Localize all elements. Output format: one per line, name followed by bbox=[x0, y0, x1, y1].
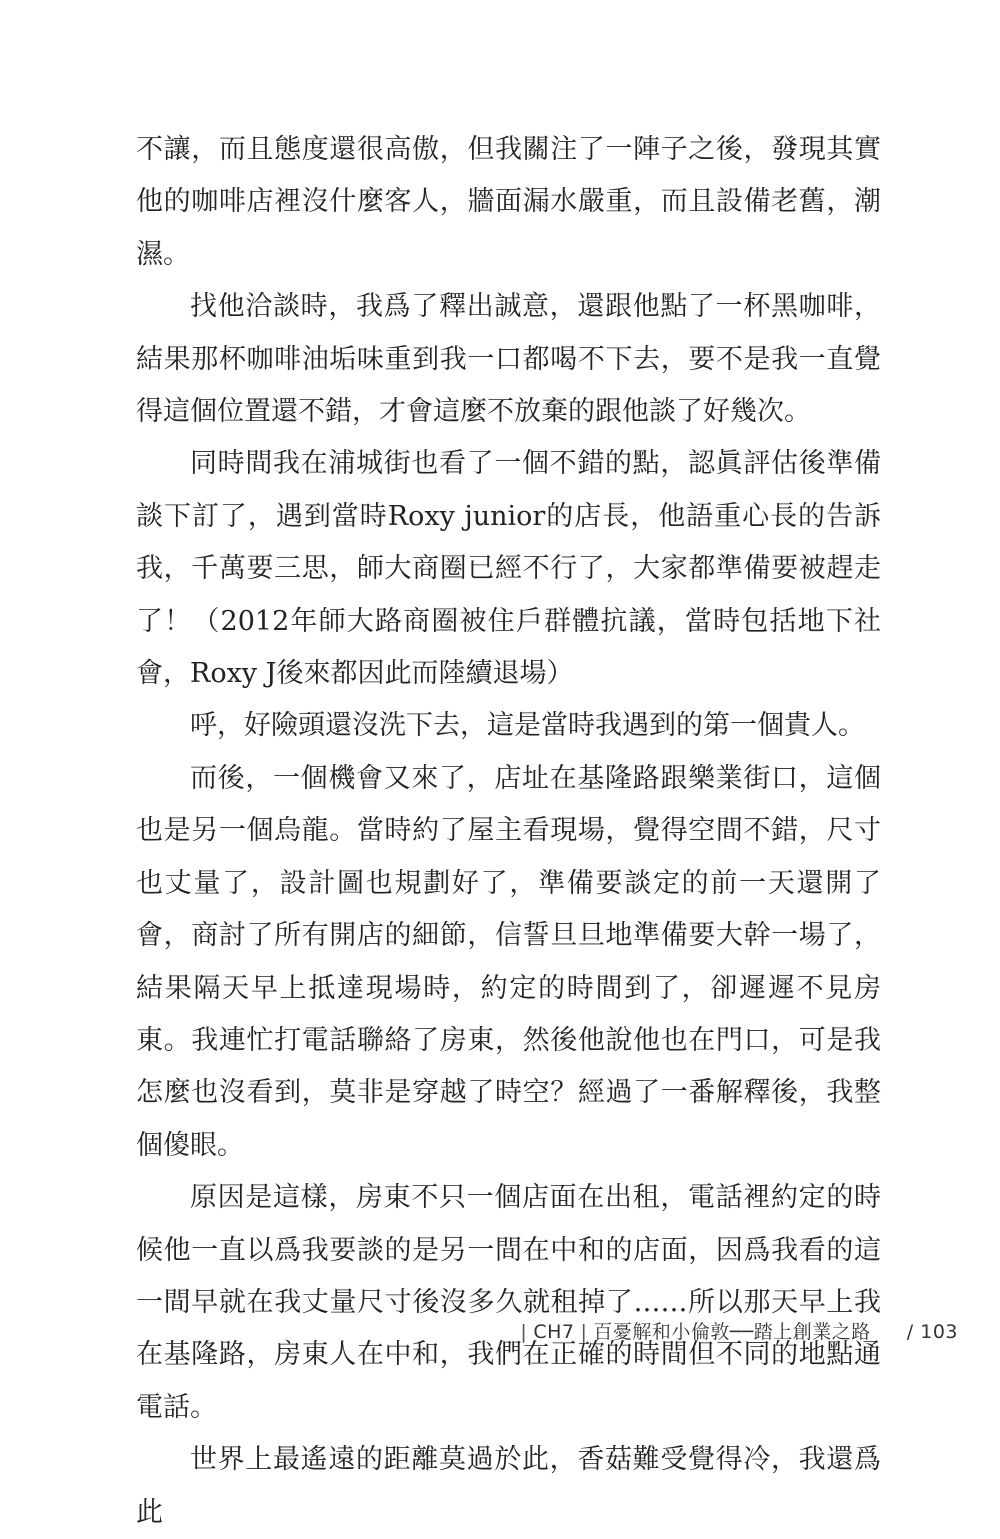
paragraph-continued: 不讓，而且態度還很高傲，但我關注了一陣子之後，發現其實他的咖啡店裡沒什麼客人，牆面漏水嚴重，而且設備老舊，潮濕。 bbox=[136, 134, 881, 270]
paragraph: 而後，一個機會又來了，店址在基隆路跟樂業街口，這個也是另一個烏龍。當時約了屋主看現場，覺得空間不錯，尺寸也丈量了，設計圖也規劃好了，準備要談定的前一天還開了會，商討了所有開店的細節，信誓旦旦地準備要大幹一場了，結果隔天早上抵達現場時，約定的時間到了，卻遲遲不見房東。我連忙打電話聯絡了房東，然後他說他也在門口，可是我怎麼也沒看到，莫非是穿越了時空？經過了一番解釋後，我整個傻眼。 bbox=[136, 762, 881, 1161]
running-footer bbox=[514, 1317, 958, 1344]
paragraph: 呼，好險頭還沒洗下去，這是當時我遇到的第一個貴人。 bbox=[190, 710, 865, 742]
paragraph: 同時間我在浦城街也看了一個不錯的點，認眞評估後準備談下訂了，遇到當時Roxy junior的店長，他語重心長的告訴我，千萬要三思，師大商圈已經不行了，大家都準備要被趕走了！（2012年師大路商圈被住戶群體抗議，當時包括地下社會，Roxy J後來都因此而陸續退場） bbox=[136, 448, 881, 690]
footer-divider: | bbox=[580, 1321, 588, 1343]
page-number-block: / 103 bbox=[906, 1321, 958, 1343]
footer-chapter-title: 百憂解和小倫敦──踏上創業之路 bbox=[593, 1321, 871, 1343]
footer-divider: | bbox=[520, 1321, 528, 1343]
paragraph: 世界上最遙遠的距離莫過於此，香菇難受覺得冷，我還爲此 bbox=[136, 1444, 881, 1528]
paragraph: 原因是這樣，房東不只一個店面在出租，電話裡約定的時候他一直以爲我要談的是另一間在中和的店面，因爲我看的這一間早就在我丈量尺寸後沒多久就租掉了……所以那天早上我在基隆路，房東人在中和，我們在正確的時間但不同的地點通電話。 bbox=[136, 1182, 881, 1423]
paragraph: 找他洽談時，我爲了釋出誠意，還跟他點了一杯黑咖啡，結果那杯咖啡油垢味重到我一口都喝不下去，要不是我一直覺得這個位置還不錯，才會這麼不放棄的跟他談了好幾次。 bbox=[136, 291, 881, 428]
page-number: 103 bbox=[920, 1321, 958, 1343]
footer-chapter: CH7 bbox=[533, 1321, 575, 1343]
